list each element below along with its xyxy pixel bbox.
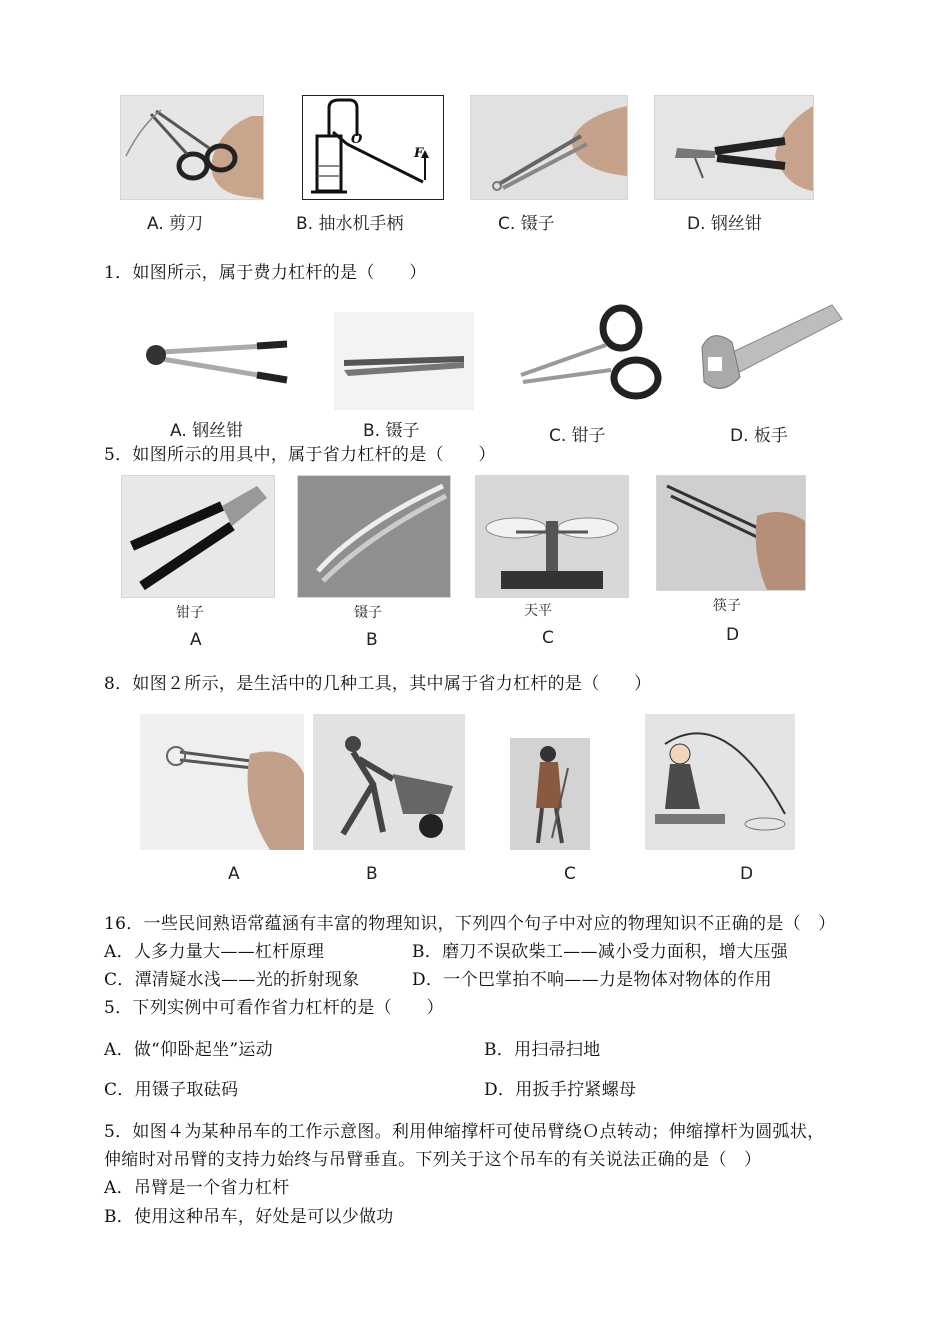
wire-cutter-photo — [132, 307, 292, 397]
q5b-option-d: D．用扳手拧紧螺母 — [484, 1080, 637, 1100]
question-5c-line2: 伸缩时对吊臂的支持力始终与吊臂垂直。下列关于这个吊车的有关说法正确的是（ ） — [104, 1150, 762, 1170]
letter-3a: A — [190, 630, 202, 650]
tweezers-photo — [470, 95, 628, 200]
q16-option-a: A．人多力量大——杠杆原理 — [104, 942, 325, 962]
q16-option-b: B．磨刀不误砍柴工——减小受力面积，增大压强 — [412, 942, 789, 962]
letter-4d: D — [740, 864, 754, 884]
balance-photo — [475, 475, 629, 598]
caption-1d: D. 钢丝钳 — [687, 214, 762, 234]
caption-1c: C. 镊子 — [498, 214, 555, 234]
caption-2c: C. 钳子 — [549, 426, 606, 446]
scissors-photo — [120, 95, 264, 200]
letter-4a: A — [228, 864, 240, 884]
name-3c: 天平 — [524, 603, 552, 619]
chopsticks-hand-photo — [140, 714, 304, 850]
question-5c-line1: 5．如图４为某种吊车的工作示意图。利用伸缩撑杆可使吊臂绕Ｏ点转动；伸缩撑杆为圆弧状， — [104, 1122, 825, 1142]
letter-4c: C — [564, 864, 576, 884]
caption-2d: D. 板手 — [730, 426, 788, 446]
q5c-option-a: A．吊臂是一个省力杠杆 — [104, 1178, 290, 1198]
caption-1b: B. 抽水机手柄 — [296, 214, 404, 234]
pump-handle-diagram — [302, 95, 444, 200]
wheelbarrow-photo — [313, 714, 465, 850]
sweeping-girl-photo — [510, 738, 590, 850]
name-3a: 钳子 — [176, 605, 204, 621]
question-5b: 5．下列实例中可看作省力杠杆的是（ ） — [104, 998, 444, 1018]
letter-3b: B — [366, 630, 378, 650]
letter-4b: B — [366, 864, 378, 884]
caption-2b: B. 镊子 — [363, 421, 420, 441]
q5c-option-b: B．使用这种吊车，好处是可以少做功 — [104, 1207, 394, 1227]
caption-2a: A. 钢丝钳 — [170, 421, 244, 441]
q5b-option-a: A．做“仰卧起坐”运动 — [104, 1040, 273, 1060]
question-5a: 5．如图所示的用具中，属于省力杠杆的是（ ） — [104, 445, 496, 465]
tweezers-photo-3 — [297, 475, 451, 598]
name-3b: 镊子 — [354, 605, 382, 621]
pivot-label: O — [351, 132, 363, 147]
question-16: 16．一些民间熟语常蕴涵有丰富的物理知识，下列四个句子中对应的物理知识不正确的是（ ） — [104, 914, 836, 934]
question-8: 8．如图２所示，是生活中的几种工具，其中属于省力杠杆的是（ ） — [104, 674, 652, 694]
q5b-option-b: B．用扫帚扫地 — [484, 1040, 601, 1060]
pliers-photo — [654, 95, 814, 200]
q16-option-c: C．潭清疑水浅——光的折射现象 — [104, 970, 360, 990]
scissor-pliers-photo — [511, 300, 664, 410]
caption-1a: A. 剪刀 — [147, 214, 204, 234]
letter-3c: C — [542, 628, 554, 648]
q16-option-d: D．一个巴掌拍不响——力是物体对物体的作用 — [412, 970, 772, 990]
q5b-option-c: C．用镊子取砝码 — [104, 1080, 239, 1100]
chopsticks-photo — [656, 475, 806, 591]
wrench-photo — [682, 297, 852, 412]
letter-3d: D — [726, 625, 740, 645]
name-3d: 筷子 — [713, 598, 741, 614]
force-label: F — [414, 146, 424, 161]
tweezers-photo-2 — [334, 312, 474, 410]
pliers-photo-2 — [121, 475, 275, 598]
question-1: 1．如图所示，属于费力杠杆的是（ ） — [104, 263, 427, 283]
fishing-cartoon — [645, 714, 795, 850]
